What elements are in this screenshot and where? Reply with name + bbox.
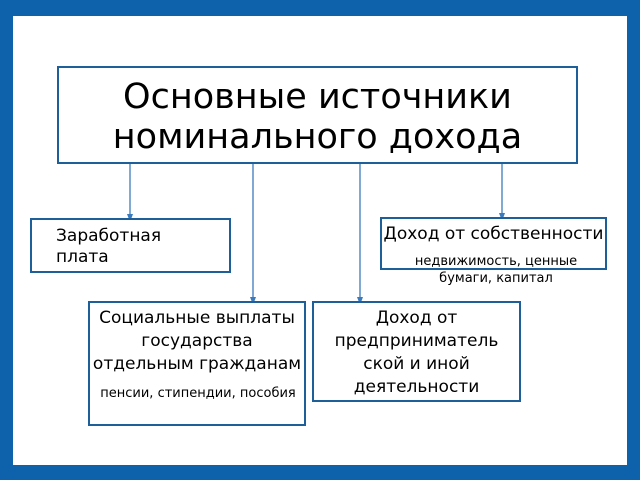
node-business [312, 301, 521, 402]
diagram-title: Основные источники номинального дохода [112, 77, 523, 157]
diagram-title-box [57, 66, 578, 164]
node-wage-label: Заработная плата [56, 226, 162, 267]
node-social-label: Социальные выплаты государства отдельным гражданам [92, 308, 302, 374]
node-business-label: Доход от предприниматель ской и иной деятельности [334, 308, 499, 397]
node-property-label: Доход от собственности [383, 224, 604, 244]
node-social [88, 301, 306, 426]
node-social-note: пенсии, стипендии, пособия [100, 386, 296, 401]
node-wage [30, 218, 231, 273]
node-property-note: недвижимость, ценные бумаги, капитал [414, 254, 578, 286]
